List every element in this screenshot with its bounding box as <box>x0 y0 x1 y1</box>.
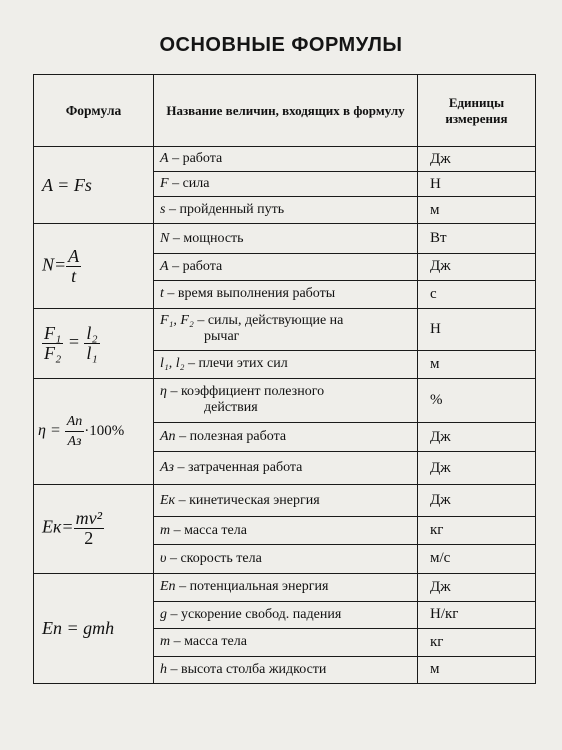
unit: % <box>418 378 536 422</box>
formula-work: A = Fs <box>34 147 154 224</box>
header-row <box>34 75 536 147</box>
unit: Вт <box>418 224 536 253</box>
quantity-name: Eп – потенциальная энергия <box>154 573 418 601</box>
quantity-name: h – высота столба жидкости <box>154 656 418 683</box>
table-row <box>34 573 536 601</box>
unit: Н <box>418 308 536 350</box>
table-row <box>34 485 536 517</box>
formula-table <box>33 74 536 684</box>
formula-potential-energy: Eп = gmh <box>34 573 154 684</box>
unit: Дж <box>418 423 536 452</box>
unit: Дж <box>418 485 536 517</box>
header-formula: Формула <box>34 75 154 147</box>
unit: м <box>418 350 536 378</box>
unit: м/с <box>418 545 536 573</box>
quantity-name: A – работа <box>154 147 418 172</box>
formula-power: N= $\frac{A}{t}$ <box>34 224 154 308</box>
quantity-name: s – пройденный путь <box>154 197 418 224</box>
quantity-name: m – масса тела <box>154 517 418 545</box>
table-row <box>34 147 536 172</box>
quantity-name: η – коэффициент полезного действия <box>154 378 418 422</box>
unit: м <box>418 656 536 683</box>
quantity-name: t – время выполнения работы <box>154 280 418 308</box>
quantity-name: l₁, l₂ – плечи этих сил <box>154 350 418 378</box>
quantity-name: A – работа <box>154 253 418 280</box>
unit: м <box>418 197 536 224</box>
quantity-name: υ – скорость тела <box>154 545 418 573</box>
table-row <box>34 224 536 253</box>
unit: кг <box>418 517 536 545</box>
formula-kinetic-energy: Eк= $\frac{\text{mv²}}{2}$ <box>34 485 154 573</box>
unit: кг <box>418 628 536 656</box>
quantity-name: F₁, F₂ – силы, действующие на рычаг <box>154 308 418 350</box>
unit: Дж <box>418 573 536 601</box>
quantity-name: m – масса тела <box>154 628 418 656</box>
quantity-name: Aз – затраченная работа <box>154 452 418 485</box>
unit: Дж <box>418 253 536 280</box>
unit: Н/кг <box>418 601 536 628</box>
table-row <box>34 378 536 422</box>
unit: Дж <box>418 452 536 485</box>
unit: Дж <box>418 147 536 172</box>
quantity-name: g – ускорение свобод. падения <box>154 601 418 628</box>
formula-efficiency: η = $\frac{Aп}{Aз}$ ·100% <box>34 378 154 484</box>
header-units: Единицы измерения <box>418 75 536 147</box>
unit: Н <box>418 172 536 197</box>
formula-lever: $\frac{\text{F₁}}{\text{F₂}}$ = $\frac{\text{l₂}}{\text{l₁}}$ <box>34 308 154 378</box>
quantity-name: Aп – полезная работа <box>154 423 418 452</box>
unit: с <box>418 280 536 308</box>
quantity-name: F – сила <box>154 172 418 197</box>
table-row <box>34 308 536 350</box>
header-quantity-name: Название величин, входящих в формулу <box>154 75 418 147</box>
quantity-name: Eк – кинетическая энергия <box>154 485 418 517</box>
page-title: ОСНОВНЫЕ ФОРМУЛЫ <box>159 34 403 56</box>
quantity-name: N – мощность <box>154 224 418 253</box>
